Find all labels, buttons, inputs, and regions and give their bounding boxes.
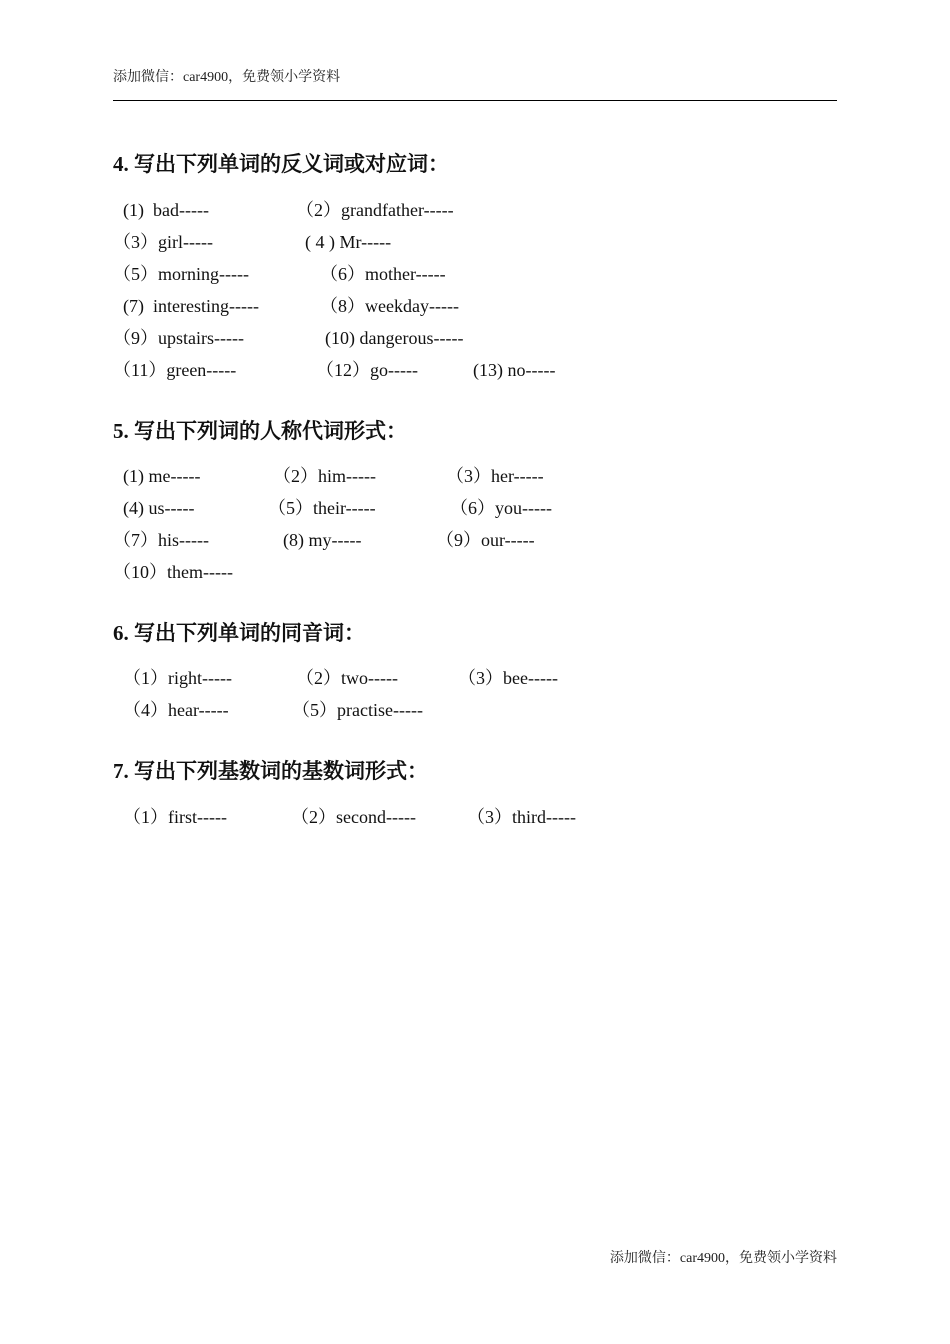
exercise-item: （3）third----- (467, 807, 576, 827)
exercise-item: （1）right----- (123, 668, 232, 688)
exercise-item: （2）him----- (273, 466, 376, 486)
exercise-item: （2）two----- (296, 668, 398, 688)
exercise-item: （1）first----- (123, 807, 227, 827)
exercise-item: （3）girl----- (113, 232, 213, 252)
section-title: 4. 写出下列单词的反义词或对应词： (113, 152, 449, 176)
exercise-item: （12）go----- (316, 360, 418, 380)
exercise-item: （9）our----- (436, 530, 535, 550)
exercise-item: (1) bad----- (123, 200, 209, 220)
header-watermark-text: 添加微信：car4900，免费领小学资料 (113, 70, 341, 85)
exercise-item: ( 4 ) Mr----- (305, 232, 392, 252)
exercise-item: （7）his----- (113, 530, 209, 550)
exercise-item: （6）you----- (450, 498, 552, 518)
exercise-item: (8) my----- (283, 530, 362, 550)
exercise-item: (7) interesting----- (123, 296, 259, 316)
exercise-item: （9）upstairs----- (113, 328, 244, 348)
header-divider (113, 100, 837, 101)
exercise-item: （2）grandfather----- (296, 200, 454, 220)
exercise-item: (10) dangerous----- (325, 328, 464, 348)
section-title: 5. 写出下列词的人称代词形式： (113, 419, 407, 443)
exercise-item: （8）weekday----- (320, 296, 459, 316)
exercise-item: （5）their----- (268, 498, 376, 518)
exercise-item: （3）bee----- (458, 668, 558, 688)
exercise-item: （3）her----- (446, 466, 544, 486)
exercise-item: (4) us----- (123, 498, 195, 518)
exercise-item: （10）them----- (113, 562, 233, 582)
section-title: 6. 写出下列单词的同音词： (113, 621, 365, 645)
exercise-item: （5）practise----- (292, 700, 423, 720)
section-title: 7. 写出下列基数词的基数词形式： (113, 759, 428, 783)
exercise-item: （5）morning----- (113, 264, 249, 284)
exercise-item: (1) me----- (123, 466, 201, 486)
exercise-item: (13) no----- (473, 360, 556, 380)
exercise-item: （11）green----- (113, 360, 237, 380)
exercise-item: （4）hear----- (123, 700, 229, 720)
exercise-item: （6）mother----- (320, 264, 446, 284)
exercise-item: （2）second----- (291, 807, 416, 827)
footer-watermark-text: 添加微信：car4900，免费领小学资料 (609, 1251, 837, 1266)
